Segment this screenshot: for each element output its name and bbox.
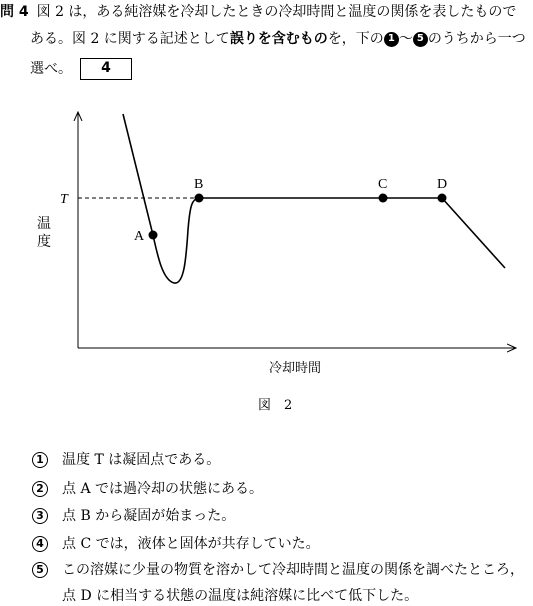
range-separator: 〜 bbox=[398, 31, 413, 47]
cooling-curve bbox=[123, 114, 505, 283]
option-2[interactable] bbox=[32, 479, 263, 499]
question-text-3: 選べ。 bbox=[30, 61, 72, 77]
question-label: 問 4 bbox=[0, 4, 29, 20]
x-axis-label: 冷却時間 bbox=[269, 361, 322, 376]
question-line-2 bbox=[30, 29, 526, 49]
option-1-number: 1 bbox=[32, 452, 48, 468]
option-5[interactable] bbox=[32, 560, 524, 580]
point-C bbox=[379, 194, 388, 203]
option-2-text: 点 A では過冷却の状態にある。 bbox=[62, 481, 264, 497]
y-axis-label-2: 度 bbox=[37, 234, 51, 250]
figure-caption: 図 2 bbox=[258, 398, 293, 413]
question-text-2b: を，下の bbox=[327, 31, 384, 47]
option-3[interactable] bbox=[32, 506, 235, 526]
point-D-label: D bbox=[437, 177, 448, 192]
question-text-1: 図 2 は，ある純溶媒を冷却したときの冷却時間と温度の関係を表したもので bbox=[36, 4, 517, 20]
option-4-text: 点 C では，液体と固体が共存していた。 bbox=[62, 536, 320, 552]
option-5-text-cont: 点 D に相当する状態の温度は純溶媒に比べて低下した。 bbox=[62, 588, 419, 604]
option-1[interactable] bbox=[32, 450, 220, 470]
option-4-number: 4 bbox=[32, 536, 48, 552]
question-emphasis: 誤りを含むもの bbox=[229, 31, 328, 47]
option-5-text: この溶媒に少量の物質を溶かして冷却時間と温度の関係を調べたところ， bbox=[62, 562, 524, 578]
point-D bbox=[438, 194, 447, 203]
range-end-badge: 5 bbox=[413, 32, 428, 47]
point-C-label: C bbox=[378, 177, 388, 192]
option-4[interactable] bbox=[32, 534, 320, 554]
range-start-badge: 1 bbox=[384, 32, 399, 47]
point-A bbox=[149, 231, 158, 240]
point-B bbox=[195, 194, 204, 203]
option-2-number: 2 bbox=[32, 481, 48, 497]
question-line-1 bbox=[0, 2, 516, 22]
option-1-text: 温度 T は凝固点である。 bbox=[62, 452, 221, 468]
question-text-2a: ある。図 2 に関する記述として bbox=[30, 31, 230, 47]
question-text-2c: のうちから一つ bbox=[427, 31, 526, 47]
y-axis-label-1: 温 bbox=[37, 216, 51, 232]
cooling-curve-figure bbox=[0, 100, 533, 420]
option-5-number: 5 bbox=[32, 562, 48, 578]
option-3-text: 点 B から凝固が始まった。 bbox=[62, 508, 236, 524]
point-B-label: B bbox=[194, 177, 204, 192]
point-A-label: A bbox=[134, 229, 145, 244]
answer-box[interactable]: 4 bbox=[80, 58, 132, 80]
y-reference-symbol: T bbox=[60, 192, 68, 207]
option-3-number: 3 bbox=[32, 508, 48, 524]
option-5-continuation bbox=[62, 586, 418, 606]
question-line-3 bbox=[30, 58, 132, 80]
